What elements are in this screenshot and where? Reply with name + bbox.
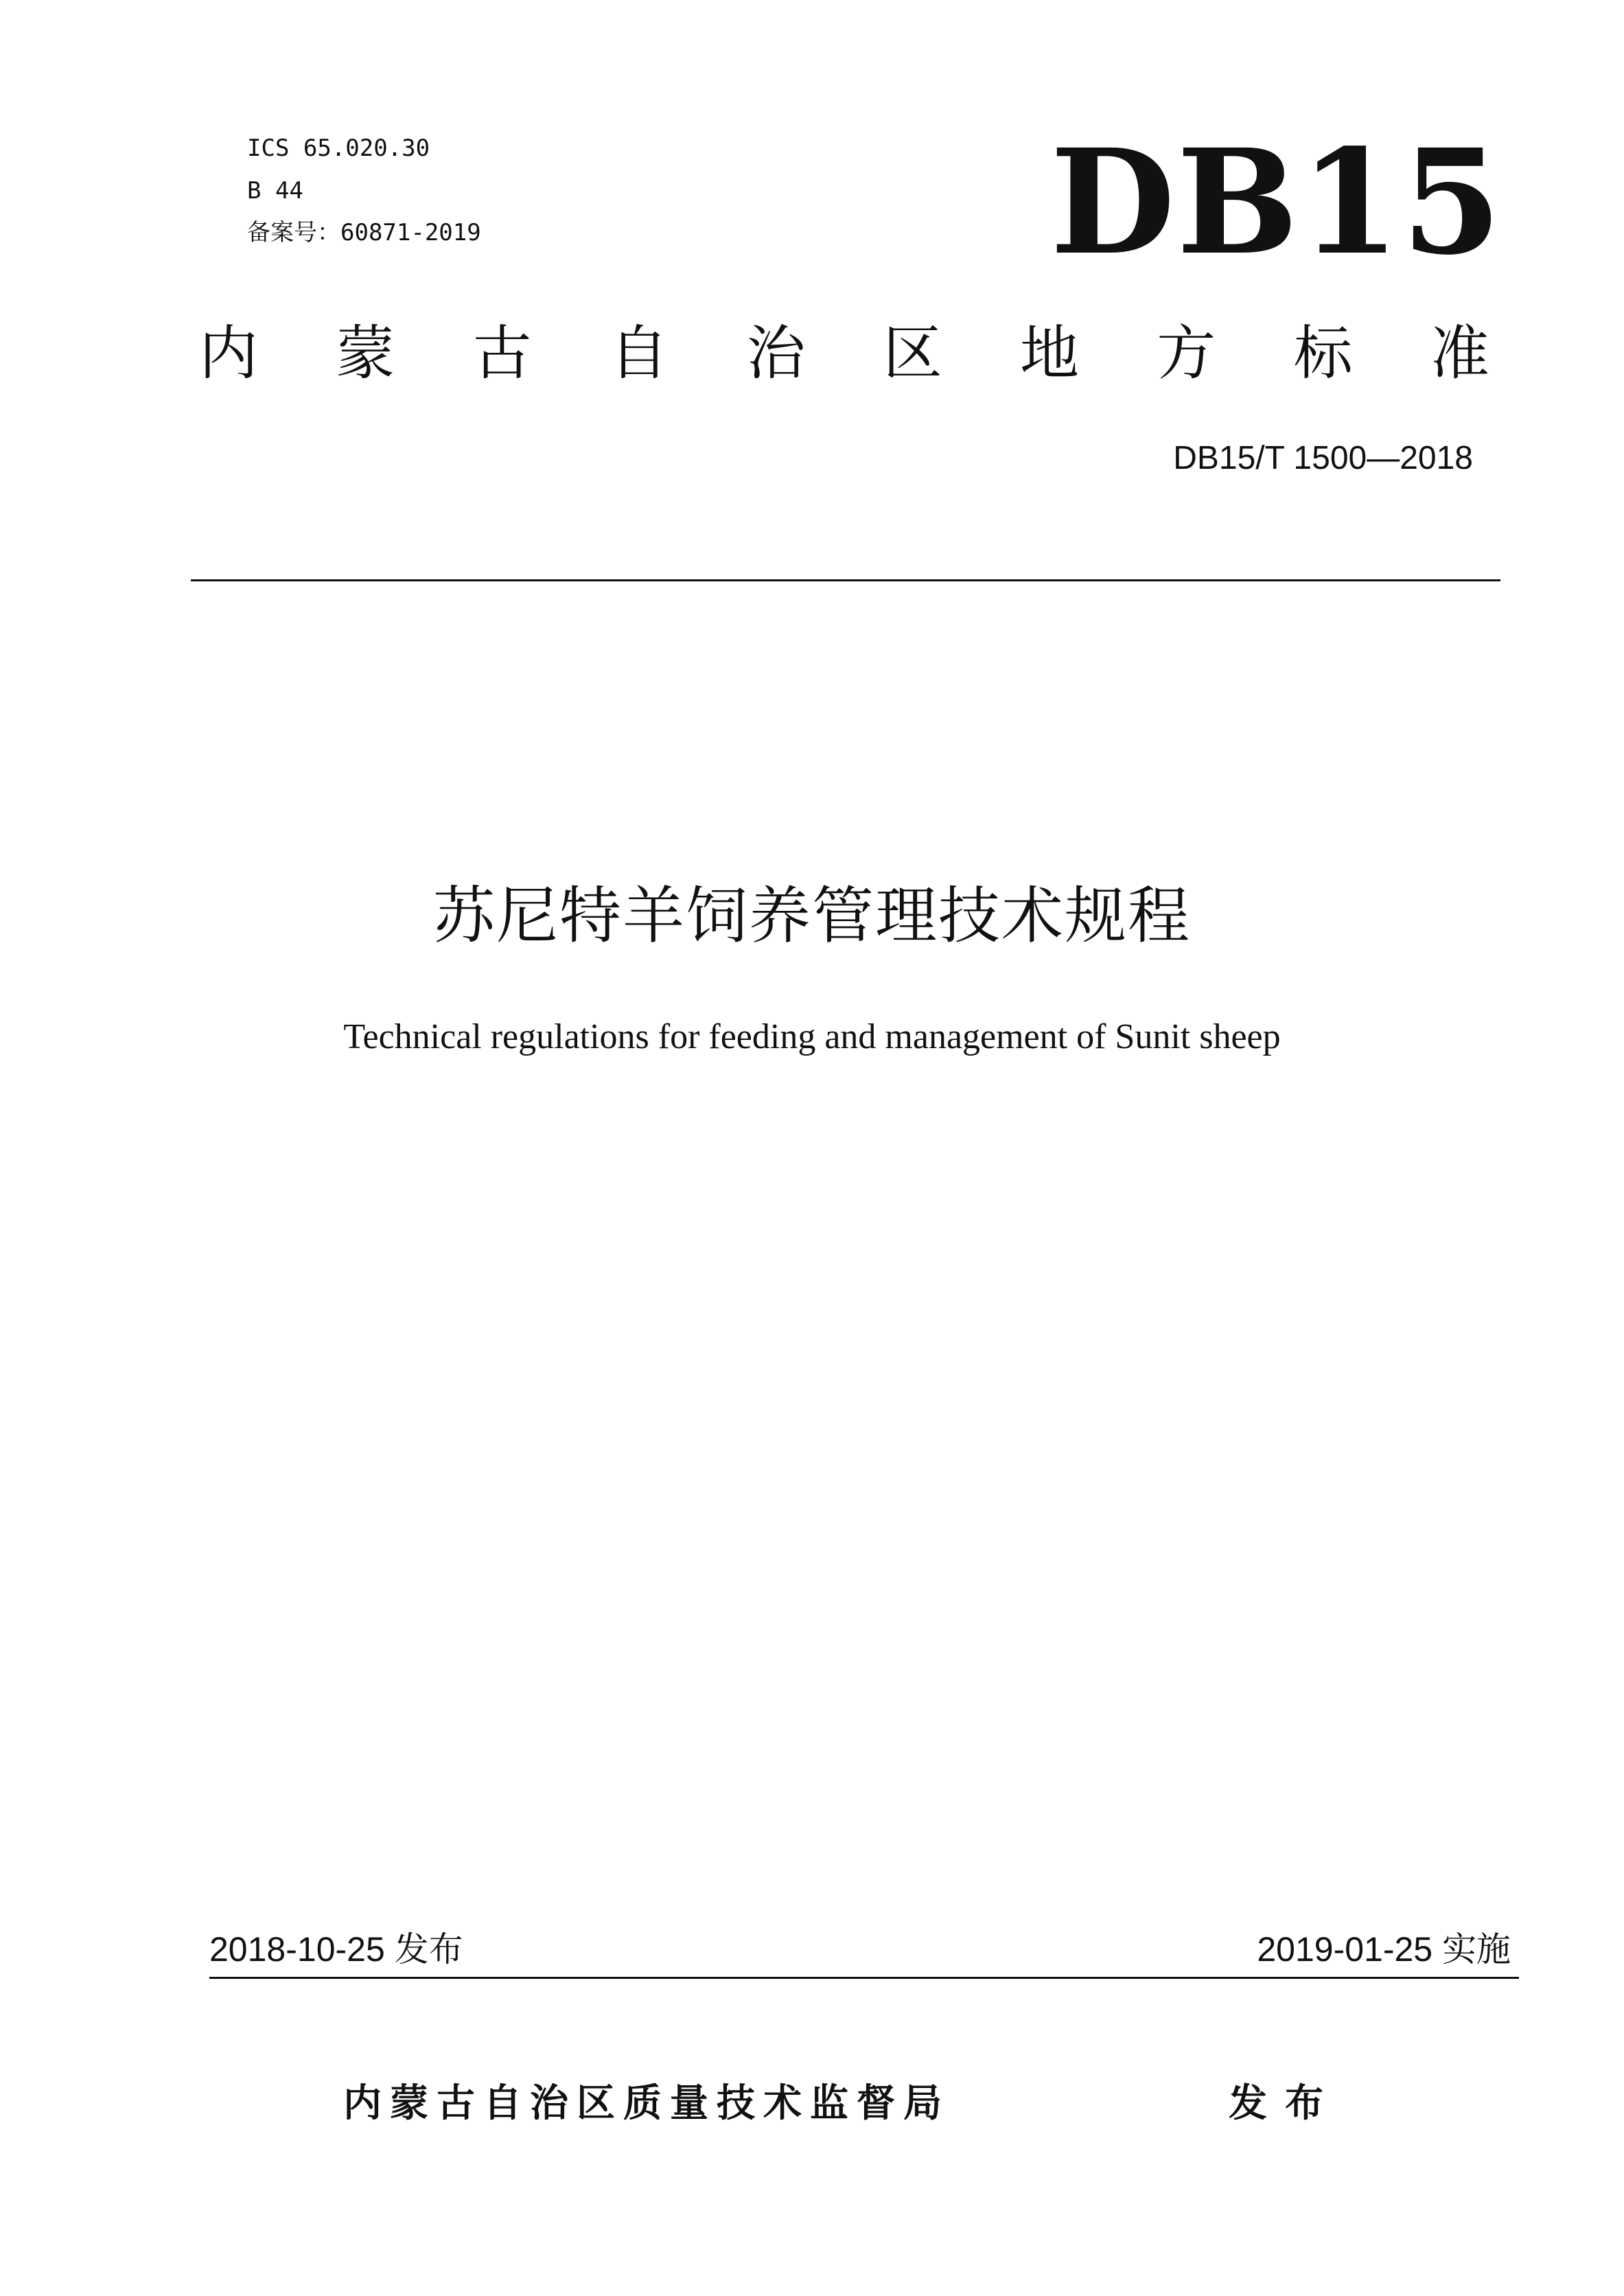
standard-type-char: 蒙 <box>336 319 395 388</box>
date-divider <box>209 1977 1519 1979</box>
issue-action: 发布 <box>1229 2081 1341 2126</box>
filing-number: 备案号：60871-2019 <box>247 219 481 246</box>
standard-type-char: 区 <box>883 319 942 388</box>
document-title-zh: 苏尼特羊饲养管理技术规程 <box>433 880 1191 952</box>
standard-type-char: 古 <box>472 319 532 388</box>
issuing-authority: 内蒙古自治区质量技术监督局 <box>343 2081 950 2126</box>
standard-type-char: 治 <box>746 319 806 388</box>
document-title-en: Technical regulations for feeding and management of Sunit sheep <box>343 1017 1281 1056</box>
standard-type-char: 自 <box>609 319 669 388</box>
brand-code: DB15 <box>1050 117 1503 287</box>
issue-date: 2018-10-25 发布 <box>209 1930 463 1969</box>
ics-code: ICS 65.020.30 <box>247 135 430 162</box>
standard-number: DB15/T 1500—2018 <box>1173 440 1473 476</box>
standard-type-char: 标 <box>1293 319 1353 388</box>
standard-type-char: 方 <box>1157 319 1216 388</box>
header-divider <box>191 579 1500 581</box>
implementation-date: 2019-01-25 实施 <box>1257 1930 1511 1969</box>
standard-type-heading <box>199 319 1489 388</box>
ccs-code: B 44 <box>247 177 303 205</box>
standard-type-char: 准 <box>1430 319 1489 388</box>
standard-type-char: 内 <box>199 319 258 388</box>
standard-type-char: 地 <box>1019 319 1079 388</box>
